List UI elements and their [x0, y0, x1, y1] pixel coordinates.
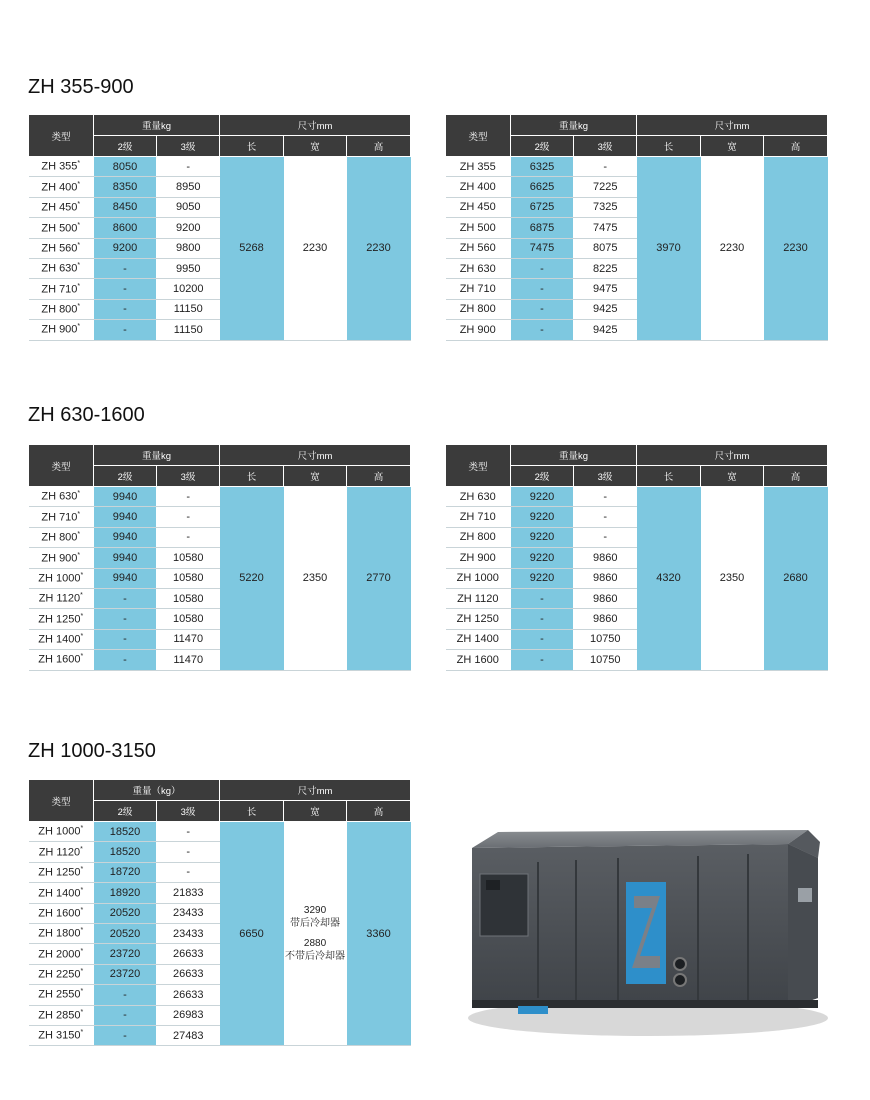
model-cell — [29, 964, 94, 984]
model-name: ZH 900 — [459, 551, 496, 564]
footnote-mark: * — [80, 653, 84, 661]
weight-stage2-cell: 20520 — [94, 923, 157, 943]
footnote-mark: * — [80, 1029, 84, 1037]
weight-stage3-cell: 9475 — [574, 279, 637, 299]
weight-stage2-cell: - — [94, 588, 157, 608]
model-cell — [29, 822, 94, 842]
model-cell — [29, 862, 94, 882]
model-cell — [446, 527, 511, 547]
model-cell — [446, 218, 511, 238]
model-name: ZH 1000 — [38, 826, 81, 839]
weight-stage2-cell: 9220 — [511, 548, 574, 568]
weight-stage2-cell: 9220 — [511, 568, 574, 588]
spec-table-zh630-1600-standard — [445, 444, 828, 671]
weight-stage3-cell: - — [157, 507, 220, 527]
model-name: ZH 800 — [41, 303, 78, 316]
header-stage2: 2级 — [94, 136, 157, 157]
model-cell — [446, 320, 511, 340]
footnote-mark: * — [77, 241, 81, 249]
model-name: ZH 800 — [459, 303, 496, 316]
header-length: 长 — [637, 466, 701, 487]
model-cell — [29, 923, 94, 943]
weight-stage2-cell: - — [94, 299, 157, 319]
model-cell — [29, 527, 94, 547]
model-name: ZH 1000 — [38, 572, 81, 585]
table-row — [29, 822, 411, 842]
weight-stage3-cell: 9050 — [157, 197, 220, 217]
header-stage3: 3级 — [157, 136, 220, 157]
without-cooler-label: 不带后冷却器 — [285, 951, 346, 963]
footnote-mark: * — [77, 201, 81, 209]
model-cell — [29, 548, 94, 568]
model-name: ZH 1600 — [38, 907, 81, 920]
model-name: ZH 2850 — [38, 1009, 81, 1022]
section-title-zh1000-3150: ZH 1000-3150 — [28, 740, 156, 762]
footnote-mark: * — [80, 988, 84, 996]
height-cell: 2230 — [347, 157, 411, 341]
weight-stage2-cell: 9200 — [94, 238, 157, 258]
weight-stage3-cell: 8225 — [574, 258, 637, 278]
model-name: ZH 355 — [459, 160, 496, 173]
model-name: ZH 630 — [41, 491, 78, 504]
weight-stage3-cell: - — [574, 157, 637, 177]
header-size: 尺寸mm — [220, 780, 411, 801]
width-with-cooler: 3290 — [303, 904, 327, 916]
weight-stage3-cell: 10580 — [157, 588, 220, 608]
model-cell — [29, 588, 94, 608]
model-name: ZH 900 — [41, 552, 78, 565]
weight-stage3-cell: - — [157, 487, 220, 507]
length-cell: 3970 — [637, 157, 701, 341]
model-cell — [29, 1025, 94, 1045]
length-cell: 5268 — [220, 157, 284, 341]
weight-stage2-cell: 20520 — [94, 903, 157, 923]
header-length: 长 — [637, 136, 701, 157]
weight-stage3-cell: 27483 — [157, 1025, 220, 1045]
weight-stage3-cell: 10750 — [574, 629, 637, 649]
footnote-mark: * — [77, 551, 81, 559]
with-cooler-label: 带后冷却器 — [290, 918, 341, 930]
weight-stage3-cell: - — [157, 157, 220, 177]
weight-stage2-cell: - — [94, 985, 157, 1005]
header-length: 长 — [220, 801, 284, 822]
weight-stage3-cell: 26633 — [157, 944, 220, 964]
footnote-mark: * — [80, 612, 84, 620]
model-cell — [29, 650, 94, 670]
model-name: ZH 710 — [41, 511, 78, 524]
footnote-mark: * — [80, 592, 83, 600]
weight-stage2-cell: - — [94, 258, 157, 278]
header-stage2: 2级 — [511, 466, 574, 487]
model-cell — [29, 609, 94, 629]
weight-stage3-cell: 7325 — [574, 197, 637, 217]
model-name: ZH 630 — [459, 490, 496, 503]
model-name: ZH 1250 — [456, 613, 499, 626]
model-cell — [29, 320, 94, 340]
model-cell — [29, 568, 94, 588]
weight-stage2-cell: - — [511, 279, 574, 299]
weight-stage3-cell: 8075 — [574, 238, 637, 258]
model-name: ZH 710 — [459, 283, 496, 296]
weight-stage3-cell: 10750 — [574, 650, 637, 670]
header-stage2: 2级 — [94, 466, 157, 487]
header-weight: 重量kg — [511, 115, 637, 136]
spec-table-zh355-900-aftercooler — [28, 114, 411, 341]
header-weight: 重量kg — [94, 115, 220, 136]
weight-stage3-cell: 9200 — [157, 218, 220, 238]
weight-stage2-cell: - — [511, 650, 574, 670]
model-cell — [446, 548, 511, 568]
weight-stage3-cell: 9950 — [157, 258, 220, 278]
model-name: ZH 2000 — [38, 948, 81, 961]
model-name: ZH 710 — [41, 283, 78, 296]
header-height: 高 — [347, 136, 411, 157]
weight-stage3-cell: 8950 — [157, 177, 220, 197]
spec-table-zh630-1600-aftercooler — [28, 444, 411, 671]
model-cell — [29, 507, 94, 527]
model-cell — [446, 650, 511, 670]
weight-stage2-cell: 9940 — [94, 527, 157, 547]
model-cell — [446, 238, 511, 258]
weight-stage2-cell: 18520 — [94, 822, 157, 842]
model-cell — [446, 609, 511, 629]
weight-stage3-cell: 11150 — [157, 320, 220, 340]
spec-table-zh1000-3150 — [28, 779, 411, 1046]
header-width: 宽 — [284, 466, 347, 487]
model-name: ZH 2250 — [38, 968, 81, 981]
footnote-mark: * — [80, 866, 84, 874]
height-cell: 2230 — [764, 157, 828, 341]
length-cell: 5220 — [220, 487, 284, 671]
footnote-mark: * — [77, 510, 81, 518]
weight-stage2-cell: 18720 — [94, 862, 157, 882]
model-name: ZH 2550 — [38, 989, 81, 1002]
model-cell — [29, 197, 94, 217]
model-name: ZH 3150 — [38, 1029, 81, 1042]
model-cell — [446, 197, 511, 217]
spec-table-zh355-900-standard — [445, 114, 828, 341]
weight-stage3-cell: - — [157, 862, 220, 882]
weight-stage2-cell: - — [94, 320, 157, 340]
footnote-mark: * — [80, 947, 84, 955]
header-width: 宽 — [284, 136, 347, 157]
footnote-mark: * — [80, 825, 84, 833]
footnote-mark: * — [77, 180, 81, 188]
footnote-mark: * — [80, 571, 84, 579]
weight-stage2-cell: - — [94, 279, 157, 299]
model-name: ZH 1800 — [38, 927, 81, 940]
footnote-mark: * — [80, 845, 83, 853]
model-name: ZH 400 — [41, 181, 78, 194]
weight-stage2-cell: 8600 — [94, 218, 157, 238]
weight-stage3-cell: 21833 — [157, 883, 220, 903]
weight-stage3-cell: 7225 — [574, 177, 637, 197]
model-cell — [446, 487, 511, 507]
weight-stage3-cell: 11470 — [157, 650, 220, 670]
header-stage3: 3级 — [157, 466, 220, 487]
model-name: ZH 1120 — [457, 592, 499, 605]
header-stage3: 3级 — [574, 136, 637, 157]
header-size: 尺寸mm — [220, 115, 411, 136]
model-cell — [446, 568, 511, 588]
model-cell — [29, 177, 94, 197]
weight-stage2-cell: 6875 — [511, 218, 574, 238]
footnote-mark: * — [80, 633, 84, 641]
weight-stage3-cell: 10580 — [157, 568, 220, 588]
model-name: ZH 450 — [459, 201, 496, 214]
weight-stage2-cell: - — [94, 609, 157, 629]
model-name: ZH 1600 — [38, 654, 81, 667]
weight-stage2-cell: - — [94, 650, 157, 670]
weight-stage2-cell: 9940 — [94, 568, 157, 588]
model-cell — [29, 299, 94, 319]
model-cell — [446, 588, 511, 608]
header-stage3: 3级 — [157, 801, 220, 822]
weight-stage2-cell: 9220 — [511, 507, 574, 527]
model-name: ZH 1400 — [456, 633, 499, 646]
model-cell — [446, 299, 511, 319]
length-cell: 4320 — [637, 487, 701, 671]
model-cell — [29, 985, 94, 1005]
model-cell — [446, 177, 511, 197]
width-cell — [284, 822, 347, 1046]
model-cell — [29, 157, 94, 177]
weight-stage3-cell: 23433 — [157, 903, 220, 923]
model-name: ZH 500 — [459, 221, 496, 234]
compressor-product-image — [458, 818, 838, 1048]
weight-stage2-cell: - — [94, 1005, 157, 1025]
table-row — [446, 157, 828, 177]
footnote-mark: * — [80, 906, 84, 914]
header-type: 类型 — [446, 115, 511, 157]
header-type: 类型 — [29, 780, 94, 822]
model-cell — [29, 903, 94, 923]
weight-stage2-cell: 8350 — [94, 177, 157, 197]
section-title-zh355-900: ZH 355-900 — [28, 76, 134, 98]
model-cell — [446, 629, 511, 649]
weight-stage3-cell: 9860 — [574, 588, 637, 608]
footnote-mark: * — [77, 160, 81, 168]
footnote-mark: * — [77, 221, 81, 229]
weight-stage3-cell: 9860 — [574, 568, 637, 588]
model-cell — [29, 238, 94, 258]
weight-stage2-cell: 23720 — [94, 964, 157, 984]
footnote-mark: * — [77, 262, 81, 270]
weight-stage3-cell: 11150 — [157, 299, 220, 319]
model-cell — [446, 507, 511, 527]
header-weight: 重量kg — [94, 445, 220, 466]
weight-stage3-cell: - — [574, 507, 637, 527]
weight-stage2-cell: 9220 — [511, 527, 574, 547]
weight-stage3-cell: 9425 — [574, 299, 637, 319]
weight-stage2-cell: 7475 — [511, 238, 574, 258]
model-name: ZH 400 — [459, 181, 496, 194]
weight-stage3-cell: 10580 — [157, 548, 220, 568]
model-cell — [29, 629, 94, 649]
weight-stage3-cell: 7475 — [574, 218, 637, 238]
weight-stage2-cell: 6725 — [511, 197, 574, 217]
header-height: 高 — [347, 801, 411, 822]
width-cell: 2230 — [284, 157, 347, 341]
weight-stage2-cell: 6625 — [511, 177, 574, 197]
height-cell: 2680 — [764, 487, 828, 671]
weight-stage2-cell: 23720 — [94, 944, 157, 964]
header-width: 宽 — [284, 801, 347, 822]
table-row — [446, 487, 828, 507]
height-cell: 2770 — [347, 487, 411, 671]
weight-stage3-cell: 23433 — [157, 923, 220, 943]
weight-stage2-cell: 8050 — [94, 157, 157, 177]
model-name: ZH 1600 — [456, 653, 499, 666]
model-name: ZH 1400 — [38, 887, 81, 900]
weight-stage3-cell: 9800 — [157, 238, 220, 258]
model-name: ZH 710 — [459, 511, 496, 524]
footnote-mark: * — [77, 303, 81, 311]
table-row — [29, 487, 411, 507]
weight-stage2-cell: - — [511, 629, 574, 649]
header-width: 宽 — [701, 466, 764, 487]
model-cell — [29, 883, 94, 903]
weight-stage2-cell: 6325 — [511, 157, 574, 177]
footnote-mark: * — [77, 282, 81, 290]
footnote-mark: * — [77, 490, 81, 498]
weight-stage2-cell: - — [511, 609, 574, 629]
model-cell — [29, 279, 94, 299]
weight-stage2-cell: 9220 — [511, 487, 574, 507]
weight-stage2-cell: 9940 — [94, 548, 157, 568]
header-length: 长 — [220, 136, 284, 157]
header-size: 尺寸mm — [220, 445, 411, 466]
model-cell — [29, 1005, 94, 1025]
model-cell — [29, 487, 94, 507]
height-cell: 3360 — [347, 822, 411, 1046]
weight-stage3-cell: 26633 — [157, 964, 220, 984]
model-name: ZH 355 — [41, 161, 78, 174]
model-cell — [446, 157, 511, 177]
footnote-mark: * — [77, 323, 81, 331]
weight-stage2-cell: 18520 — [94, 842, 157, 862]
length-cell: 6650 — [220, 822, 284, 1046]
weight-stage3-cell: 26633 — [157, 985, 220, 1005]
weight-stage3-cell: 11470 — [157, 629, 220, 649]
model-name: ZH 1400 — [38, 633, 81, 646]
weight-stage3-cell: 9860 — [574, 548, 637, 568]
header-length: 长 — [220, 466, 284, 487]
header-weight: 重量kg — [511, 445, 637, 466]
weight-stage3-cell: - — [574, 487, 637, 507]
model-cell — [446, 258, 511, 278]
header-weight: 重量（kg） — [94, 780, 220, 801]
model-name: ZH 630 — [459, 262, 496, 275]
model-name: ZH 500 — [41, 222, 78, 235]
header-stage2: 2级 — [511, 136, 574, 157]
model-name: ZH 1250 — [38, 613, 81, 626]
weight-stage2-cell: - — [94, 629, 157, 649]
weight-stage3-cell: - — [157, 822, 220, 842]
weight-stage3-cell: 10200 — [157, 279, 220, 299]
width-cell: 2350 — [701, 487, 764, 671]
header-type: 类型 — [29, 445, 94, 487]
header-height: 高 — [764, 466, 828, 487]
weight-stage3-cell: - — [157, 842, 220, 862]
model-cell — [29, 842, 94, 862]
footnote-mark: * — [80, 968, 84, 976]
weight-stage3-cell: 26983 — [157, 1005, 220, 1025]
table-row — [29, 157, 411, 177]
header-width: 宽 — [701, 136, 764, 157]
weight-stage2-cell: 8450 — [94, 197, 157, 217]
width-cell: 2350 — [284, 487, 347, 671]
section-title-zh630-1600: ZH 630-1600 — [28, 404, 145, 426]
model-name: ZH 1000 — [456, 572, 499, 585]
weight-stage2-cell: - — [511, 588, 574, 608]
header-type: 类型 — [29, 115, 94, 157]
model-cell — [29, 218, 94, 238]
weight-stage2-cell: - — [511, 320, 574, 340]
header-stage3: 3级 — [574, 466, 637, 487]
header-height: 高 — [347, 466, 411, 487]
model-name: ZH 450 — [41, 201, 78, 214]
weight-stage3-cell: 9860 — [574, 609, 637, 629]
model-name: ZH 560 — [459, 242, 496, 255]
model-cell — [29, 944, 94, 964]
footnote-mark: * — [80, 1008, 84, 1016]
weight-stage3-cell: - — [157, 527, 220, 547]
weight-stage3-cell: 9425 — [574, 320, 637, 340]
weight-stage2-cell: 9940 — [94, 507, 157, 527]
model-cell — [446, 279, 511, 299]
width-cell: 2230 — [701, 157, 764, 341]
weight-stage3-cell: 10580 — [157, 609, 220, 629]
model-name: ZH 1250 — [38, 866, 81, 879]
weight-stage3-cell: - — [574, 527, 637, 547]
header-type: 类型 — [446, 445, 511, 487]
compressor-icon — [458, 818, 838, 1048]
weight-stage2-cell: 9940 — [94, 487, 157, 507]
model-name: ZH 800 — [459, 531, 496, 544]
footnote-mark: * — [80, 927, 84, 935]
weight-stage2-cell: - — [94, 1025, 157, 1045]
header-size: 尺寸mm — [637, 115, 828, 136]
weight-stage2-cell: - — [511, 299, 574, 319]
model-name: ZH 900 — [41, 324, 78, 337]
footnote-mark: * — [80, 886, 84, 894]
width-without-cooler: 2880 — [303, 937, 327, 949]
weight-stage2-cell: 18920 — [94, 883, 157, 903]
header-height: 高 — [764, 136, 828, 157]
footnote-mark: * — [77, 531, 81, 539]
model-name: ZH 900 — [459, 323, 496, 336]
weight-stage2-cell: - — [511, 258, 574, 278]
model-name: ZH 800 — [41, 531, 78, 544]
model-name: ZH 1120 — [38, 846, 81, 859]
model-cell — [29, 258, 94, 278]
model-name: ZH 560 — [41, 242, 78, 255]
model-name: ZH 1120 — [38, 592, 81, 605]
header-size: 尺寸mm — [637, 445, 828, 466]
model-name: ZH 630 — [41, 262, 78, 275]
header-stage2: 2级 — [94, 801, 157, 822]
